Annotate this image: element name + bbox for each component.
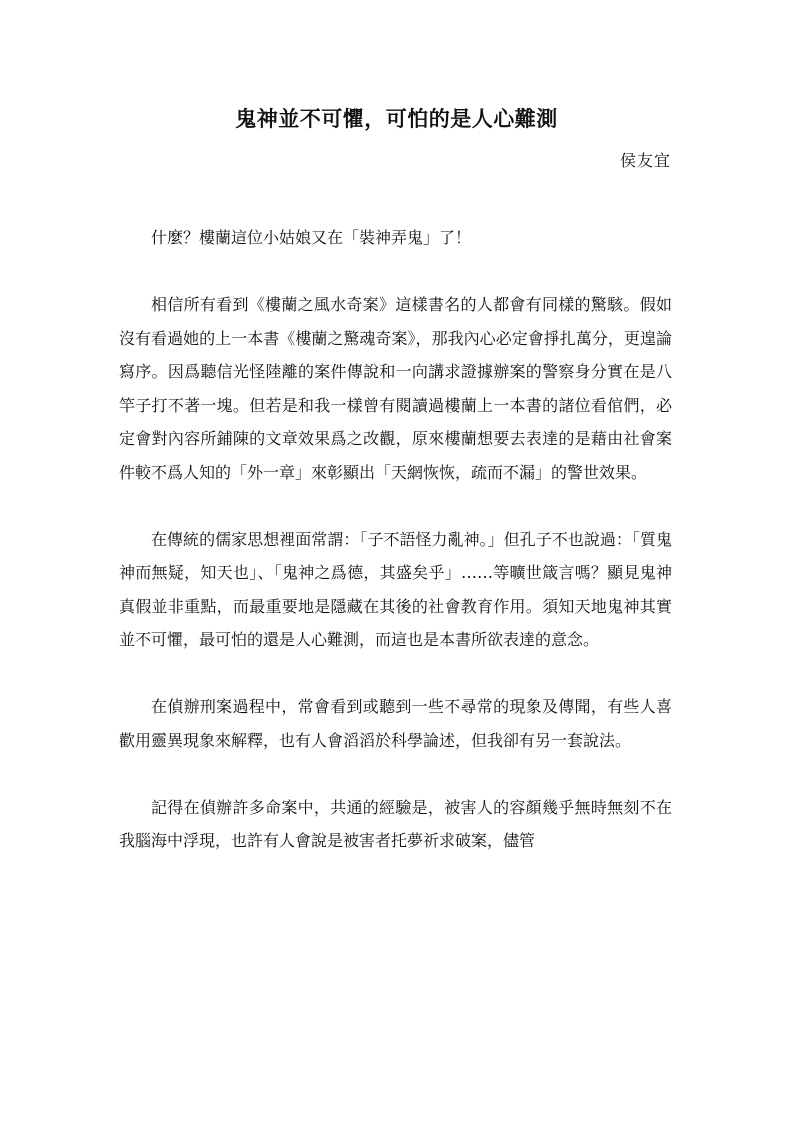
paragraph: 在傳統的儒家思想裡面常謂：「子不語怪力亂神。」但孔子不也說過：「質鬼神而無疑，知天也」、「鬼神之爲德，其盛矣乎」……等曠世箴言嗎？顯見鬼神真假並非重點，而最重要地是隱藏在其後的社會教育作用。須知天地鬼神其實並不可懼，最可怕的還是人心難測，而這也是本書所欲表達的意念。: [119, 529, 672, 649]
paragraph: 記得在偵辦許多命案中，共通的經驗是，被害人的容顏幾乎無時無刻不在我腦海中浮現，也許有人會說是被害者托夢祈求破案，儘管: [119, 797, 672, 850]
paragraph: 在偵辦刑案過程中，常會看到或聽到一些不尋常的現象及傳聞，有些人喜歡用靈異現象來解釋，也有人會滔滔於科學論述，但我卻有另一套說法。: [119, 697, 672, 750]
paragraph: 相信所有看到《樓蘭之風水奇案》這樣書名的人都會有同樣的驚駭。假如沒有看過她的上一本書《樓蘭之驚魂奇案》，那我內心必定會掙扎萬分，更遑論寫序。因爲聽信光怪陸離的案件傳說和一向講求證據辦案的警察身分實在是八竿子打不著一塊。但若是和我一樣曾有閱讀過樓蘭上一本書的諸位看倌們，必定會對內容所鋪陳的文章效果爲之改觀，原來樓蘭想要去表達的是藉由社會案件較不爲人知的「外一章」來彰顯出「天網恢恢，疏而不漏」的警世效果。: [119, 295, 672, 482]
document-body: [119, 221, 672, 891]
paragraph: 什麼？樓蘭這位小姑娘又在「裝神弄鬼」了！: [151, 228, 472, 247]
document-title: 鬼神並不可懼，可怕的是人心難測: [235, 107, 558, 131]
author-name: 侯友宜: [619, 151, 671, 170]
